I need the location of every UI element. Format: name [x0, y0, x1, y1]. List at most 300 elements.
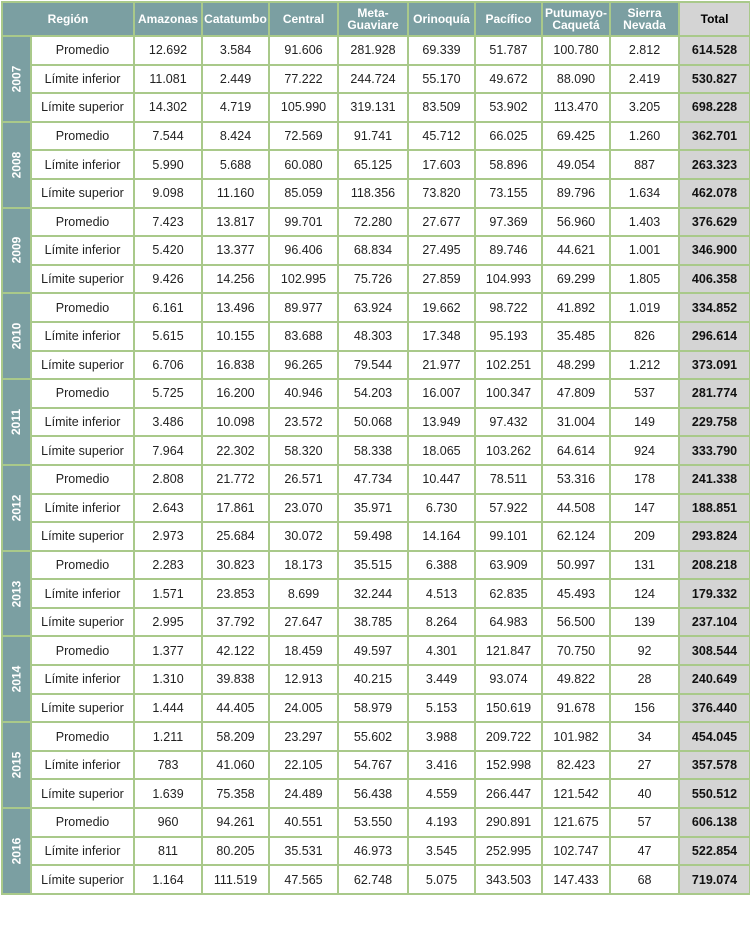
value-cell: 1.001 — [610, 236, 679, 265]
value-cell: 62.124 — [542, 522, 610, 551]
value-cell: 44.405 — [202, 694, 269, 723]
value-cell: 3.584 — [202, 36, 269, 65]
table-row — [2, 351, 750, 380]
table-row — [2, 436, 750, 465]
value-cell: 11.081 — [134, 65, 202, 94]
value-cell: 10.447 — [408, 465, 475, 494]
total-cell: 462.078 — [679, 179, 750, 208]
value-cell: 47 — [610, 837, 679, 866]
table-row — [2, 494, 750, 523]
value-cell: 2.449 — [202, 65, 269, 94]
value-cell: 8.699 — [269, 579, 338, 608]
value-cell: 1.310 — [134, 665, 202, 694]
value-cell: 58.338 — [338, 436, 408, 465]
row-label: Límite superior — [31, 608, 134, 637]
value-cell: 72.569 — [269, 122, 338, 151]
total-cell: 550.512 — [679, 779, 750, 808]
value-cell: 54.203 — [338, 379, 408, 408]
row-label: Límite inferior — [31, 236, 134, 265]
year-cell — [2, 722, 31, 808]
value-cell: 49.054 — [542, 150, 610, 179]
value-cell: 21.772 — [202, 465, 269, 494]
total-cell: 719.074 — [679, 865, 750, 894]
value-cell: 8.264 — [408, 608, 475, 637]
row-label: Promedio — [31, 293, 134, 322]
value-cell: 156 — [610, 694, 679, 723]
value-cell: 17.348 — [408, 322, 475, 351]
value-cell: 104.993 — [475, 265, 542, 294]
column-header: Catatumbo — [202, 2, 269, 36]
total-cell: 362.701 — [679, 122, 750, 151]
value-cell: 93.074 — [475, 665, 542, 694]
table-row — [2, 779, 750, 808]
table-row — [2, 837, 750, 866]
value-cell: 23.572 — [269, 408, 338, 437]
total-cell: 373.091 — [679, 351, 750, 380]
row-label: Límite inferior — [31, 494, 134, 523]
row-label: Promedio — [31, 379, 134, 408]
value-cell: 537 — [610, 379, 679, 408]
value-cell: 5.153 — [408, 694, 475, 723]
value-cell: 5.725 — [134, 379, 202, 408]
value-cell: 783 — [134, 751, 202, 780]
value-cell: 37.792 — [202, 608, 269, 637]
table-row — [2, 694, 750, 723]
value-cell: 252.995 — [475, 837, 542, 866]
value-cell: 12.913 — [269, 665, 338, 694]
value-cell: 244.724 — [338, 65, 408, 94]
table-row — [2, 636, 750, 665]
value-cell: 102.995 — [269, 265, 338, 294]
value-cell: 55.170 — [408, 65, 475, 94]
row-label: Límite inferior — [31, 837, 134, 866]
value-cell: 72.280 — [338, 208, 408, 237]
value-cell: 2.643 — [134, 494, 202, 523]
value-cell: 89.746 — [475, 236, 542, 265]
value-cell: 60.080 — [269, 150, 338, 179]
value-cell: 14.302 — [134, 93, 202, 122]
value-cell: 47.809 — [542, 379, 610, 408]
value-cell: 23.297 — [269, 722, 338, 751]
value-cell: 6.730 — [408, 494, 475, 523]
value-cell: 77.222 — [269, 65, 338, 94]
value-cell: 13.817 — [202, 208, 269, 237]
year-label: 2013 — [9, 580, 24, 607]
value-cell: 39.838 — [202, 665, 269, 694]
value-cell: 40 — [610, 779, 679, 808]
value-cell: 1.634 — [610, 179, 679, 208]
year-cell — [2, 36, 31, 122]
value-cell: 1.403 — [610, 208, 679, 237]
value-cell: 83.509 — [408, 93, 475, 122]
value-cell: 22.302 — [202, 436, 269, 465]
year-cell — [2, 551, 31, 637]
table-row — [2, 751, 750, 780]
value-cell: 30.072 — [269, 522, 338, 551]
value-cell: 28 — [610, 665, 679, 694]
value-cell: 34 — [610, 722, 679, 751]
table-row — [2, 150, 750, 179]
value-cell: 131 — [610, 551, 679, 580]
total-cell: 281.774 — [679, 379, 750, 408]
value-cell: 62.748 — [338, 865, 408, 894]
value-cell: 3.545 — [408, 837, 475, 866]
value-cell: 1.164 — [134, 865, 202, 894]
value-cell: 40.215 — [338, 665, 408, 694]
total-cell: 179.332 — [679, 579, 750, 608]
year-label: 2015 — [9, 751, 24, 779]
value-cell: 50.997 — [542, 551, 610, 580]
row-label: Límite inferior — [31, 579, 134, 608]
total-cell: 240.649 — [679, 665, 750, 694]
value-cell: 66.025 — [475, 122, 542, 151]
column-header: Meta- Guaviare — [338, 2, 408, 36]
value-cell: 24.489 — [269, 779, 338, 808]
value-cell: 88.090 — [542, 65, 610, 94]
table-row — [2, 265, 750, 294]
value-cell: 13.949 — [408, 408, 475, 437]
total-cell: 334.852 — [679, 293, 750, 322]
value-cell: 13.377 — [202, 236, 269, 265]
row-label: Límite superior — [31, 779, 134, 808]
value-cell: 59.498 — [338, 522, 408, 551]
value-cell: 94.261 — [202, 808, 269, 837]
total-cell: 229.758 — [679, 408, 750, 437]
value-cell: 49.822 — [542, 665, 610, 694]
data-table — [1, 1, 750, 895]
region-header: Región — [2, 2, 134, 36]
table-row — [2, 293, 750, 322]
row-label: Límite superior — [31, 865, 134, 894]
total-cell: 308.544 — [679, 636, 750, 665]
value-cell: 97.369 — [475, 208, 542, 237]
value-cell: 2.283 — [134, 551, 202, 580]
value-cell: 1.444 — [134, 694, 202, 723]
value-cell: 811 — [134, 837, 202, 866]
value-cell: 91.606 — [269, 36, 338, 65]
row-label: Límite superior — [31, 351, 134, 380]
value-cell: 27.859 — [408, 265, 475, 294]
value-cell: 48.299 — [542, 351, 610, 380]
value-cell: 26.571 — [269, 465, 338, 494]
value-cell: 6.161 — [134, 293, 202, 322]
value-cell: 7.964 — [134, 436, 202, 465]
value-cell: 63.909 — [475, 551, 542, 580]
value-cell: 58.979 — [338, 694, 408, 723]
value-cell: 3.988 — [408, 722, 475, 751]
row-label: Límite superior — [31, 522, 134, 551]
value-cell: 2.419 — [610, 65, 679, 94]
value-cell: 139 — [610, 608, 679, 637]
row-label: Promedio — [31, 122, 134, 151]
year-cell — [2, 122, 31, 208]
value-cell: 18.459 — [269, 636, 338, 665]
table-row — [2, 722, 750, 751]
year-label: 2014 — [9, 666, 24, 693]
total-cell: 406.358 — [679, 265, 750, 294]
year-label: 2009 — [9, 237, 24, 264]
row-label: Promedio — [31, 636, 134, 665]
value-cell: 16.200 — [202, 379, 269, 408]
total-cell: 454.045 — [679, 722, 750, 751]
table-row — [2, 36, 750, 65]
value-cell: 2.995 — [134, 608, 202, 637]
value-cell: 826 — [610, 322, 679, 351]
total-cell: 376.440 — [679, 694, 750, 723]
table-row — [2, 208, 750, 237]
table-row — [2, 93, 750, 122]
row-label: Límite inferior — [31, 65, 134, 94]
total-cell: 522.854 — [679, 837, 750, 866]
value-cell: 24.005 — [269, 694, 338, 723]
value-cell: 5.990 — [134, 150, 202, 179]
value-cell: 105.990 — [269, 93, 338, 122]
value-cell: 58.896 — [475, 150, 542, 179]
value-cell: 75.726 — [338, 265, 408, 294]
value-cell: 102.251 — [475, 351, 542, 380]
table-row — [2, 322, 750, 351]
value-cell: 1.019 — [610, 293, 679, 322]
value-cell: 23.853 — [202, 579, 269, 608]
value-cell: 35.515 — [338, 551, 408, 580]
total-cell: 346.900 — [679, 236, 750, 265]
value-cell: 53.902 — [475, 93, 542, 122]
value-cell: 290.891 — [475, 808, 542, 837]
total-cell: 606.138 — [679, 808, 750, 837]
row-label: Límite inferior — [31, 150, 134, 179]
value-cell: 121.542 — [542, 779, 610, 808]
value-cell: 118.356 — [338, 179, 408, 208]
value-cell: 99.701 — [269, 208, 338, 237]
value-cell: 16.838 — [202, 351, 269, 380]
value-cell: 4.513 — [408, 579, 475, 608]
value-cell: 41.892 — [542, 293, 610, 322]
header-row — [2, 2, 750, 36]
year-label: 2012 — [9, 494, 24, 522]
value-cell: 63.924 — [338, 293, 408, 322]
value-cell: 121.675 — [542, 808, 610, 837]
row-label: Límite inferior — [31, 408, 134, 437]
value-cell: 51.787 — [475, 36, 542, 65]
value-cell: 18.173 — [269, 551, 338, 580]
total-cell: 208.218 — [679, 551, 750, 580]
value-cell: 27.495 — [408, 236, 475, 265]
row-label: Límite inferior — [31, 751, 134, 780]
value-cell: 73.820 — [408, 179, 475, 208]
value-cell: 48.303 — [338, 322, 408, 351]
total-cell: 530.827 — [679, 65, 750, 94]
value-cell: 149 — [610, 408, 679, 437]
value-cell: 4.301 — [408, 636, 475, 665]
value-cell: 99.101 — [475, 522, 542, 551]
value-cell: 924 — [610, 436, 679, 465]
value-cell: 68.834 — [338, 236, 408, 265]
value-cell: 55.602 — [338, 722, 408, 751]
value-cell: 17.603 — [408, 150, 475, 179]
value-cell: 96.406 — [269, 236, 338, 265]
value-cell: 16.007 — [408, 379, 475, 408]
value-cell: 22.105 — [269, 751, 338, 780]
value-cell: 64.614 — [542, 436, 610, 465]
table-row — [2, 608, 750, 637]
value-cell: 11.160 — [202, 179, 269, 208]
total-cell: 296.614 — [679, 322, 750, 351]
value-cell: 44.508 — [542, 494, 610, 523]
value-cell: 80.205 — [202, 837, 269, 866]
value-cell: 50.068 — [338, 408, 408, 437]
value-cell: 49.672 — [475, 65, 542, 94]
value-cell: 58.320 — [269, 436, 338, 465]
value-cell: 69.299 — [542, 265, 610, 294]
value-cell: 40.551 — [269, 808, 338, 837]
row-label: Límite superior — [31, 436, 134, 465]
row-label: Límite superior — [31, 694, 134, 723]
value-cell: 887 — [610, 150, 679, 179]
value-cell: 319.131 — [338, 93, 408, 122]
year-cell — [2, 208, 31, 294]
value-cell: 100.780 — [542, 36, 610, 65]
value-cell: 53.316 — [542, 465, 610, 494]
value-cell: 75.358 — [202, 779, 269, 808]
row-label: Promedio — [31, 36, 134, 65]
row-label: Límite superior — [31, 179, 134, 208]
value-cell: 10.155 — [202, 322, 269, 351]
value-cell: 19.662 — [408, 293, 475, 322]
value-cell: 27 — [610, 751, 679, 780]
year-cell — [2, 465, 31, 551]
value-cell: 281.928 — [338, 36, 408, 65]
value-cell: 1.805 — [610, 265, 679, 294]
value-cell: 89.977 — [269, 293, 338, 322]
value-cell: 42.122 — [202, 636, 269, 665]
value-cell: 5.420 — [134, 236, 202, 265]
value-cell: 35.485 — [542, 322, 610, 351]
value-cell: 209.722 — [475, 722, 542, 751]
value-cell: 6.388 — [408, 551, 475, 580]
column-header: Pacífico — [475, 2, 542, 36]
value-cell: 40.946 — [269, 379, 338, 408]
value-cell: 47.734 — [338, 465, 408, 494]
value-cell: 49.597 — [338, 636, 408, 665]
value-cell: 2.812 — [610, 36, 679, 65]
value-cell: 1.571 — [134, 579, 202, 608]
value-cell: 91.678 — [542, 694, 610, 723]
total-cell: 357.578 — [679, 751, 750, 780]
total-cell: 614.528 — [679, 36, 750, 65]
table-row — [2, 551, 750, 580]
value-cell: 5.075 — [408, 865, 475, 894]
row-label: Promedio — [31, 208, 134, 237]
value-cell: 14.256 — [202, 265, 269, 294]
value-cell: 27.647 — [269, 608, 338, 637]
value-cell: 27.677 — [408, 208, 475, 237]
value-cell: 13.496 — [202, 293, 269, 322]
year-label: 2007 — [9, 65, 24, 93]
total-cell: 293.824 — [679, 522, 750, 551]
value-cell: 25.684 — [202, 522, 269, 551]
year-cell — [2, 293, 31, 379]
value-cell: 97.432 — [475, 408, 542, 437]
value-cell: 38.785 — [338, 608, 408, 637]
column-header: Putumayo- Caquetá — [542, 2, 610, 36]
value-cell: 7.423 — [134, 208, 202, 237]
row-label: Límite superior — [31, 265, 134, 294]
value-cell: 58.209 — [202, 722, 269, 751]
value-cell: 45.712 — [408, 122, 475, 151]
value-cell: 32.244 — [338, 579, 408, 608]
year-label: 2016 — [9, 837, 24, 865]
value-cell: 5.615 — [134, 322, 202, 351]
value-cell: 21.977 — [408, 351, 475, 380]
value-cell: 1.211 — [134, 722, 202, 751]
value-cell: 68 — [610, 865, 679, 894]
table-row — [2, 665, 750, 694]
value-cell: 53.550 — [338, 808, 408, 837]
value-cell: 35.531 — [269, 837, 338, 866]
value-cell: 89.796 — [542, 179, 610, 208]
value-cell: 150.619 — [475, 694, 542, 723]
value-cell: 62.835 — [475, 579, 542, 608]
value-cell: 69.339 — [408, 36, 475, 65]
value-cell: 69.425 — [542, 122, 610, 151]
value-cell: 1.212 — [610, 351, 679, 380]
value-cell: 960 — [134, 808, 202, 837]
table-row — [2, 465, 750, 494]
row-label: Promedio — [31, 808, 134, 837]
table-row — [2, 179, 750, 208]
column-header: Amazonas — [134, 2, 202, 36]
value-cell: 57.922 — [475, 494, 542, 523]
year-cell — [2, 808, 31, 894]
value-cell: 83.688 — [269, 322, 338, 351]
value-cell: 9.426 — [134, 265, 202, 294]
row-label: Límite inferior — [31, 322, 134, 351]
year-label: 2010 — [9, 322, 24, 350]
row-label: Límite superior — [31, 93, 134, 122]
value-cell: 102.747 — [542, 837, 610, 866]
value-cell: 3.486 — [134, 408, 202, 437]
value-cell: 41.060 — [202, 751, 269, 780]
value-cell: 31.004 — [542, 408, 610, 437]
table-row — [2, 522, 750, 551]
table-row — [2, 408, 750, 437]
value-cell: 8.424 — [202, 122, 269, 151]
table-row — [2, 65, 750, 94]
value-cell: 92 — [610, 636, 679, 665]
row-label: Promedio — [31, 465, 134, 494]
value-cell: 98.722 — [475, 293, 542, 322]
value-cell: 266.447 — [475, 779, 542, 808]
value-cell: 3.416 — [408, 751, 475, 780]
value-cell: 1.260 — [610, 122, 679, 151]
value-cell: 35.971 — [338, 494, 408, 523]
value-cell: 3.205 — [610, 93, 679, 122]
value-cell: 6.706 — [134, 351, 202, 380]
value-cell: 343.503 — [475, 865, 542, 894]
value-cell: 18.065 — [408, 436, 475, 465]
value-cell: 103.262 — [475, 436, 542, 465]
table-row — [2, 236, 750, 265]
year-cell — [2, 379, 31, 465]
row-label: Promedio — [31, 722, 134, 751]
value-cell: 10.098 — [202, 408, 269, 437]
value-cell: 1.639 — [134, 779, 202, 808]
value-cell: 7.544 — [134, 122, 202, 151]
value-cell: 44.621 — [542, 236, 610, 265]
value-cell: 65.125 — [338, 150, 408, 179]
value-cell: 4.193 — [408, 808, 475, 837]
value-cell: 96.265 — [269, 351, 338, 380]
